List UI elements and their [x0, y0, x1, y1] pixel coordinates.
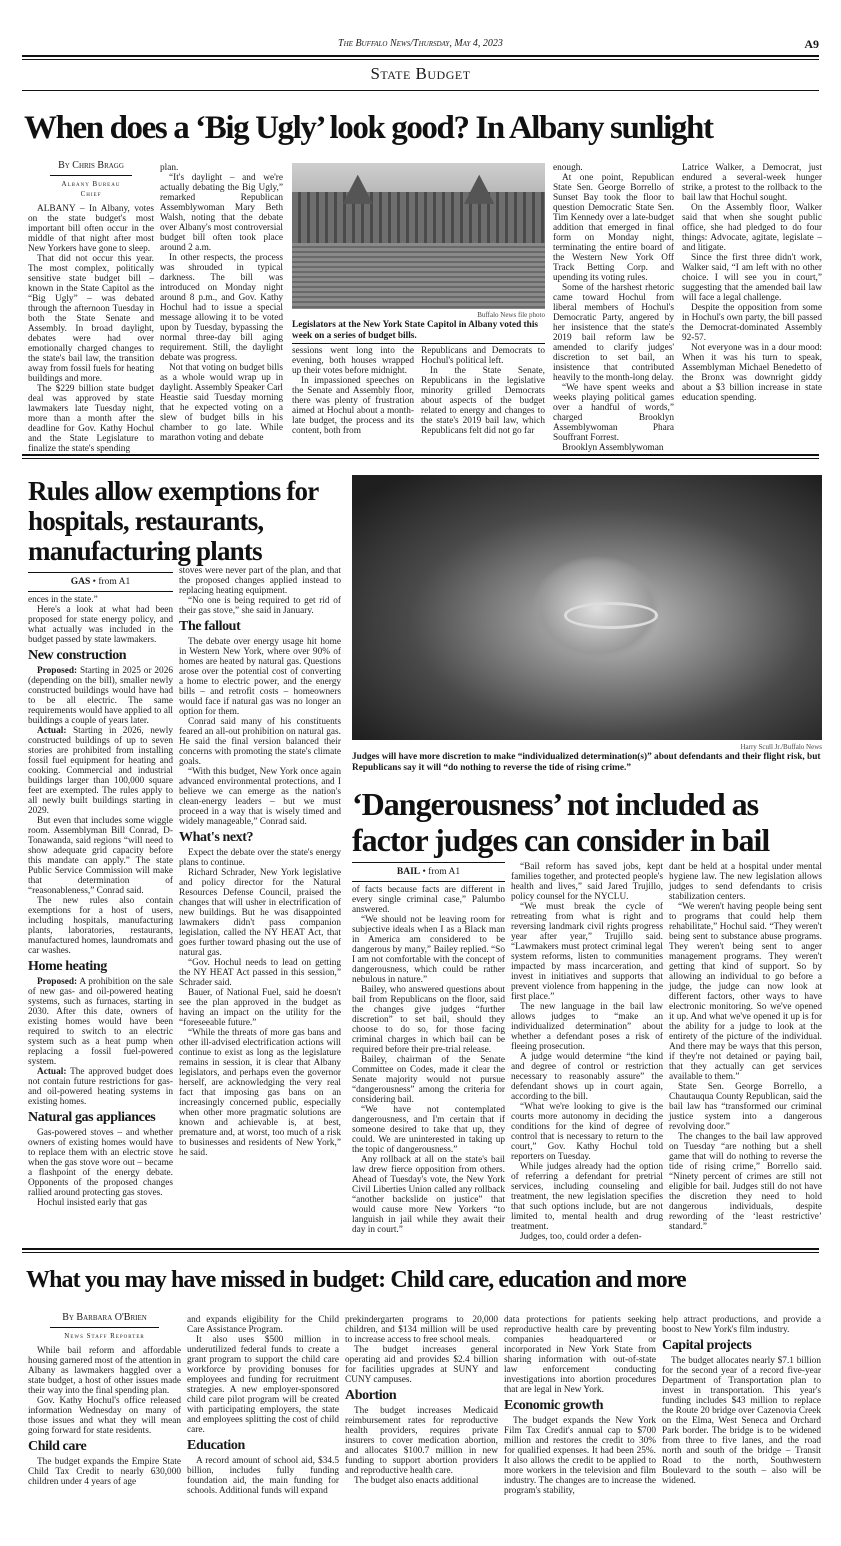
paragraph: Since the first three didn't work, Walker said, “I am left with no other choice. I will see you in court,” suggesting that the amended bail law will face a legal challenge.	[682, 253, 822, 303]
paragraph: In the State Senate, Republicans in the legislative minority grilled Democrats about aspects of the budget related to energy and changes to the state's 2019 bail law, which Republicans felt did not go far	[421, 366, 545, 436]
paragraph: The debate over energy usage hit home in Western New York, where over 90% of homes are heated by natural gas. Questions arose over the potential cost of converting a home to electric power, and the energy bills – and retrofit costs – homeowners would face if natural gas was no longer an option for them.	[179, 637, 341, 717]
paragraph: Bailey, chairman of the Senate Committee on Codes, made it clear the Senate majority would not pursue “dangerousness” among the criteria for considering bail.	[352, 1055, 505, 1105]
paragraph: Not that voting on budget bills as a whole would wrap up in daylight. Assembly Speaker Carl Heastie said Tuesday morning that he expected voting on a slew of budget bills in his chamber to go late. While marathon voting and debate	[160, 363, 283, 443]
divider	[22, 1248, 819, 1253]
paragraph: The budget increases general operating aid and provides $2.4 billion for facilities upgrades at SUNY and CUNY campuses.	[345, 1345, 498, 1385]
byline-title: News Staff Reporter	[50, 1327, 159, 1341]
paragraph: “With this budget, New York once again advanced environmental protections, and I believe we can emerge as the nation's clean-energy leaders – but we must proceed in a way that is wisely timed and widely manageable,” Conrad said.	[179, 767, 341, 827]
paragraph: Latrice Walker, a Democrat, just endured a several-week hunger strike, a protest to the rollback to the bail law that Hochul sought.	[682, 163, 822, 203]
headline-missed-in-budget: What you may have missed in budget: Child care, education and more	[26, 1267, 686, 1293]
paragraph: Here's a look at what had been proposed for state energy policy, and what actually was included in the budget passed by state lawmakers.	[28, 605, 173, 645]
paragraph: Brooklyn Assemblywoman	[562, 443, 664, 453]
article-column	[421, 346, 545, 446]
paragraph: “Bail reform has saved jobs, kept families together, and protected people's health and lives,” said Jared Trujillo, policy counsel for the NYCLU.	[511, 862, 663, 902]
paragraph: enough.	[553, 163, 583, 173]
page-number: A9	[804, 37, 819, 51]
jump-from: • from A1	[422, 867, 461, 877]
paragraph: In impassioned speeches on the Senate and Assembly floor, there was plenty of frustration aimed at Hochul about a month-late budget, the process and its content, both from	[292, 376, 414, 436]
paragraph: Bauer, of National Fuel, said he doesn't see the plan approved in the budget as having an impact on the utility for the “foreseeable future.”	[179, 988, 341, 1028]
paragraph: While judges already had the option of referring a defendant for pretrial services, including counseling and treatment, the new legislation specifies that such options include, but are not limited to, mental health and drug treatment.	[511, 1162, 663, 1232]
paragraph: The changes to the bail law approved on Tuesday “are nothing but a shell game that will do nothing to reverse the tide of rising crime,” Borrello said. “Ninety percent of crimes are still not eligible for bail. Judges still do not have the discretion they need to hold dangerous individuals, despite rewording of the ‘least restrictive’ standard.”	[669, 1132, 822, 1232]
byline: By Chris Bragg	[58, 160, 124, 171]
handcuffs-photo	[352, 475, 822, 740]
paragraph: stoves were never part of the plan, and that the proposed changes applied instead to replacing heating equipment.	[179, 566, 341, 596]
paragraph: “While the threats of more gas bans and other ill-advised electrification actions will continue to exist as long as the legislature remains in session, it is clear that Albany legislators, and perhaps even the governor herself, are acknowledging the very real fact that imposing gas bans on an increasingly concerned public, especially when other more pragmatic solutions are known and achievable is, at best, premature and, at worst, too much of a risk to businesses and residents of New York,” he said.	[179, 1028, 341, 1158]
article-column	[28, 572, 173, 1234]
capitol-photo	[292, 163, 545, 309]
byline: By Barbara O'Brien	[62, 1312, 147, 1323]
headline-big-ugly: When does a ‘Big Ugly’ look good? In Albany sunlight	[24, 110, 713, 146]
paragraph: “No one is being required to get rid of their gas stove,” she said in January.	[179, 596, 341, 616]
lead-in: Actual:	[37, 1067, 67, 1077]
paragraph: and expands eligibility for the Child Care Assistance Program.	[187, 1315, 339, 1335]
paragraph	[28, 977, 173, 1067]
paragraph: Gov. Kathy Hochul's office released information Wednesday on many of those issues and what they will mean going forward for state residents.	[28, 1396, 181, 1436]
article-column	[292, 346, 414, 446]
article-column	[352, 862, 505, 1234]
subhead: What's next?	[179, 830, 254, 845]
paragraph: data protections for patients seeking reproductive health care by preventing companies headquartered or incorporated in New York State from sharing information with out-of-state law enforcement conducting investigations into abortion procedures that are legal in New York.	[504, 1315, 656, 1395]
paragraph: The $229 billion state budget deal was approved by state lawmakers late Tuesday night, more than a month after the deadline for Gov. Kathy Hochul and the State Legislature to finalize the state's spending	[28, 384, 154, 454]
paragraph: “We weren't having people being sent to programs that could help them rehabilitate,” Hochul said. “They weren't being sent to substance abuse programs. They weren't being sent to anger management programs. They weren't getting that kind of support. So by allowing an individual to go before a judge, the judge can now look at different factors, other ways to have electronic monitoring. So we've opened it up. And what we've opened it up is for the ability for a judge to look at the entirety of the picture of the individual. And there may be ways that this person, if they're not detained or paying bail, that they actually can get services available to them.”	[669, 902, 822, 1082]
paragraph-text: Starting in 2025 or 2026 (depending on the bill), smaller newly constructed buildings would have had to be all electric. The same requirements would have applied to all buildings a couple of years later.	[28, 666, 173, 726]
paragraph: “We should not be leaving room for subjective ideals when I as a Black man in America am considered to be dangerous by many,” Bailey replied. “So I am not comfortable with the concept of dangerousness, which could be rather nebulous in nature.”	[352, 915, 505, 985]
article-column	[28, 160, 154, 454]
subhead: Natural gas appliances	[28, 1110, 156, 1125]
subhead: Child care	[28, 1439, 87, 1454]
subhead: Economic growth	[504, 1398, 604, 1413]
divider	[22, 454, 819, 459]
paragraph: Expect the debate over the state's energy plans to continue.	[179, 848, 341, 868]
article-column	[28, 1313, 181, 1503]
photo-caption: Judges will have more discretion to make “individualized determination(s)” about defendants and their flight risk, but Republicans say it will “do nothing to reverse the tide of rising crime.”	[352, 752, 821, 773]
subhead: Education	[187, 1438, 245, 1453]
article-column	[504, 1315, 656, 1503]
paragraph: A judge would determine “the kind and degree of control or restriction necessary to reasonably assure” the defendant shows up in court again, according to the bill.	[511, 1052, 663, 1102]
section-title: State Budget	[370, 64, 471, 83]
paragraph: ences in the state.”	[28, 595, 98, 605]
paragraph: State Sen. George Borrello, a Chautauqua County Republican, said the bail law has “transformed our criminal justice system into a dangerous revolving door.”	[669, 1082, 822, 1132]
paragraph: The budget expands the Empire State Child Tax Credit to nearly 630,000 children under 4 years of age	[28, 1457, 181, 1487]
paragraph	[28, 666, 173, 726]
divider	[22, 90, 819, 91]
subhead: Abortion	[345, 1388, 397, 1403]
paragraph: dant be held at a hospital under mental hygiene law. The new legislation allows judges to send defendants to crisis stabilization centers.	[669, 862, 822, 902]
paragraph-text: Starting in 2026, newly constructed buildings of up to seven stories are prohibited from installing fossil fuel equipment for heating and cooking. Commercial and industrial buildings larger than 100,000 square feet are exempted. The rules apply to all newly built buildings starting in 2029.	[28, 726, 173, 816]
article-column	[345, 1315, 498, 1503]
byline-title: Albany Bureau Chief	[50, 175, 132, 199]
paragraph	[28, 1067, 173, 1107]
jump-label	[28, 572, 173, 592]
paragraph	[28, 726, 173, 816]
paragraph: Bailey, who answered questions about bail from Republicans on the floor, said the changes give judges “further discretion” to set bail, should they choose to do so, for those facing criminal charges in which bail can be required before their pre-trial release.	[352, 985, 505, 1055]
paragraph: Hochul insisted early that gas	[37, 1198, 147, 1208]
subhead: Capital projects	[662, 1338, 752, 1353]
paragraph: sessions went long into the evening, both houses wrapped up their votes before midnight.	[292, 346, 414, 376]
photo-caption: Legislators at the New York State Capitol in Albany voted this week on a series of budget bills.	[292, 320, 539, 341]
article-column	[511, 862, 663, 1242]
paragraph: of facts because facts are different in every single criminal case,” Palumbo answered.	[352, 885, 505, 915]
article-column	[187, 1315, 339, 1503]
paragraph: help attract productions, and provide a boost to New York's film industry.	[662, 1315, 821, 1335]
paragraph: ALBANY – In Albany, votes on the state budget's most important bill often occur in the middle of that night after most New Yorkers have gone to sleep.	[28, 204, 154, 254]
paragraph: The new language in the bail law allows judges to “make an individualized determination” about whether a defendant poses a risk of fleeing prosecution.	[511, 1002, 663, 1052]
divider	[22, 55, 819, 60]
article-column	[669, 862, 822, 1234]
paragraph: “We have not contemplated dangerousness, and I'm certain that if someone desired to take that up, they could. We are uninterested in taking up the topic of dangerousness.”	[352, 1105, 505, 1155]
paragraph: The new rules also contain exemptions for a host of users, including hospitals, manufacturing plants, laboratories, restaurants, manufactured homes, laundromats and car washes.	[28, 896, 173, 956]
paragraph: “Gov. Hochul needs to lead on getting the NY HEAT Act passed in this session,” Schrader said.	[179, 958, 341, 988]
article-column	[160, 163, 283, 446]
headline-dangerousness: ‘Dangerousness’ not included as factor judges can consider in bail	[352, 786, 770, 858]
paragraph: “We have spent weeks and weeks playing political games over a handful of words,” charged Brooklyn Assemblywoman Phara Souffrant Forrest.	[553, 383, 674, 443]
article-column	[662, 1315, 821, 1503]
paragraph: “We must break the cycle of retreating from what is right and reversing landmark civil rights progress year after year,” Trujillo said. “Lawmakers must protect criminal legal system reforms, listen to communities impacted by mass incarceration, and invest in initiatives and supports that prevent violence from happening in the first place.”	[511, 902, 663, 1002]
paragraph: The budget allocates nearly $7.1 billion for the second year of a record five-year Department of Transportation plan to invest in transportation. This year's funding includes $43 million to replace the Route 20 bridge over Cazenovia Creek on the Elma, West Seneca and Orchard Park border. The bridge is to be widened from three to five lanes, and the road north and south of the bridge – Transit Road to the north, Southwestern Boulevard to the south – also will be widened.	[662, 1356, 821, 1486]
photo-credit: Harry Scull Jr./Buffalo News	[740, 743, 822, 751]
paragraph: A record amount of school aid, $34.5 billion, includes fully funding foundation aid, the main funding for schools. Additional funds will expand	[187, 1456, 339, 1496]
paragraph: Conrad said many of his constituents feared an all-out prohibition on natural gas. He said the final version balanced their concerns with promoting the state's climate goals.	[179, 717, 341, 767]
paragraph: Despite the opposition from some in Hochul's own party, the bill passed the Democrat-dominated Assembly 92-57.	[682, 303, 822, 343]
paragraph: The budget expands the New York Film Tax Credit's annual cap to $700 million and restores the credit to 30% for qualified expenses. It had been 25%. It also allows the credit to be applied to more workers in the television and film industry. The changes are to increase the program's stability,	[504, 1416, 656, 1496]
lead-in: Proposed:	[37, 666, 78, 676]
subhead: New construction	[28, 648, 127, 663]
paragraph: Some of the harshest rhetoric came toward Hochul from liberal members of Hochul's Democratic Party, angered by her insistence that the state's 2019 bail reform law be amended to clarify judges' discretion to set bail, an insistence that contributed heavily to the month-long delay.	[553, 283, 674, 383]
page-folio: The Buffalo News/Thursday, May 4, 2023	[338, 38, 503, 49]
subhead: The fallout	[179, 619, 241, 634]
paragraph: Not everyone was in a dour mood: When it was his turn to speak, Assemblyman Michael Benedetto of the Bronx was downright giddy about a $3 billion increase in state education spending.	[682, 343, 822, 403]
jump-from: • from A1	[92, 577, 131, 587]
article-column	[553, 163, 674, 453]
paragraph-text: The approved budget does not contain future restrictions for gas- and oil-powered heating systems in existing homes.	[28, 1067, 173, 1107]
article-column	[179, 566, 341, 1234]
paragraph: Republicans and Democrats to Hochul's political left.	[421, 346, 545, 366]
paragraph: “It's daylight – and we're actually debating the Big Ugly,” remarked Republican Assemblywoman Mary Beth Walsh, noting that the debate over Albany's most controversial budget bill often took place around 2 a.m.	[160, 173, 283, 253]
paragraph: But even that includes some wiggle room. Assemblyman Bill Conrad, D-Tonawanda, said regions “will need to show adequate grid capacity before this mandate can apply.” The state Public Service Commission will make that determination of “reasonableness,” Conrad said.	[28, 816, 173, 896]
paragraph: That did not occur this year. The most complex, politically sensitive state budget bill – known in the State Capitol as the “Big Ugly” – was debated through the afternoon Tuesday in both the State Senate and Assembly. In broad daylight, debates were had over emotionally charged changes to the state's bail law, the transition away from fossil fuels for heating buildings and more.	[28, 254, 154, 384]
paragraph: While bail reform and affordable housing garnered most of the attention in Albany as lawmakers haggled over a state budget, a host of other issues made their way into the final spending plan.	[28, 1346, 181, 1396]
headline-gas-exemptions: Rules allow exemptions for hospitals, restaurants, manufacturing plants	[28, 476, 318, 566]
paragraph: Any rollback at all on the state's bail law drew fierce opposition from others. Ahead of Tuesday's vote, the New York Civil Liberties Union called any rollback “another backslide on justice” that would cause more New Yorkers “to languish in jail while they await their day in court.”	[352, 1155, 505, 1235]
subhead: Home heating	[28, 959, 107, 974]
paragraph: plan.	[160, 163, 179, 173]
paragraph: In other respects, the process was shrouded in typical darkness. The bill was introduced on Monday night around 8 p.m., and Gov. Kathy Hochul had to issue a special message allowing it to be voted upon by Tuesday, bypassing the normal three-day bill aging requirement. Still, the daylight debate was progress.	[160, 253, 283, 363]
divider	[292, 343, 545, 344]
paragraph: Richard Schrader, New York legislative and policy director for the Natural Resources Defense Council, praised the changes that will usher in electrification of new buildings. But he was disappointed lawmakers didn't pass companion legislation, called the NY HEAT Act, that goes further toward phasing out the use of natural gas.	[179, 868, 341, 958]
paragraph: At one point, Republican State Sen. George Borrello of Sunset Bay took the floor to question Democratic State Sen. Tim Kennedy over a late-budget addition that emerged in final form on Monday night, terminating the entire board of the Western New York Off Track Betting Corp. and upending its voting rules.	[553, 173, 674, 283]
paragraph: It also uses $500 million in underutilized federal funds to create a grant program to support the child care workforce by providing bonuses for employees and funding for recruitment strategies. A new employer-sponsored child care pilot program will be created with participating employers, the state and employees splitting the cost of child care.	[187, 1335, 339, 1435]
paragraph: The budget increases Medicaid reimbursement rates for reproductive health providers, requires private insurers to cover medication abortion, and allocates $100.7 million in new funding to support abortion providers and reproductive health care.	[345, 1406, 498, 1476]
paragraph: On the Assembly floor, Walker said that when she sought public office, she had pledged to do four things: Advocate, agitate, legislate – and litigate.	[682, 203, 822, 253]
paragraph: Judges, too, could order a defen-	[520, 1232, 642, 1242]
paragraph: The budget also enacts additional	[354, 1476, 479, 1486]
paragraph: “What we're looking to give is the courts more autonomy in deciding the conditions for the kind of degree of control that is necessary to return to the court,” Gov. Kathy Hochul told reporters on Tuesday.	[511, 1102, 663, 1162]
lead-in: Actual:	[37, 726, 67, 736]
article-column	[682, 163, 822, 446]
photo-credit: Buffalo News file photo	[477, 311, 545, 319]
lead-in: Proposed:	[37, 977, 78, 987]
jump-label	[352, 862, 505, 882]
jump-key: BAIL	[396, 867, 421, 877]
jump-key: GAS	[70, 577, 91, 587]
paragraph: prekindergarten programs to 20,000 children, and $134 million will be used to increase access to free school meals.	[345, 1315, 498, 1345]
paragraph-text: A prohibition on the sale of new gas- and oil-powered heating systems, such as furnaces, starting in 2030. After this date, owners of existing homes would have been required to switch to an electric system such as a heat pump when replacing a fossil fuel-powered system.	[28, 977, 173, 1067]
paragraph: Gas-powered stoves – and whether owners of existing homes would have to replace them with an electric stove when the gas stove wore out – became a flashpoint of the energy debate. Opponents of the proposed changes rallied around protecting gas stoves.	[28, 1128, 173, 1198]
